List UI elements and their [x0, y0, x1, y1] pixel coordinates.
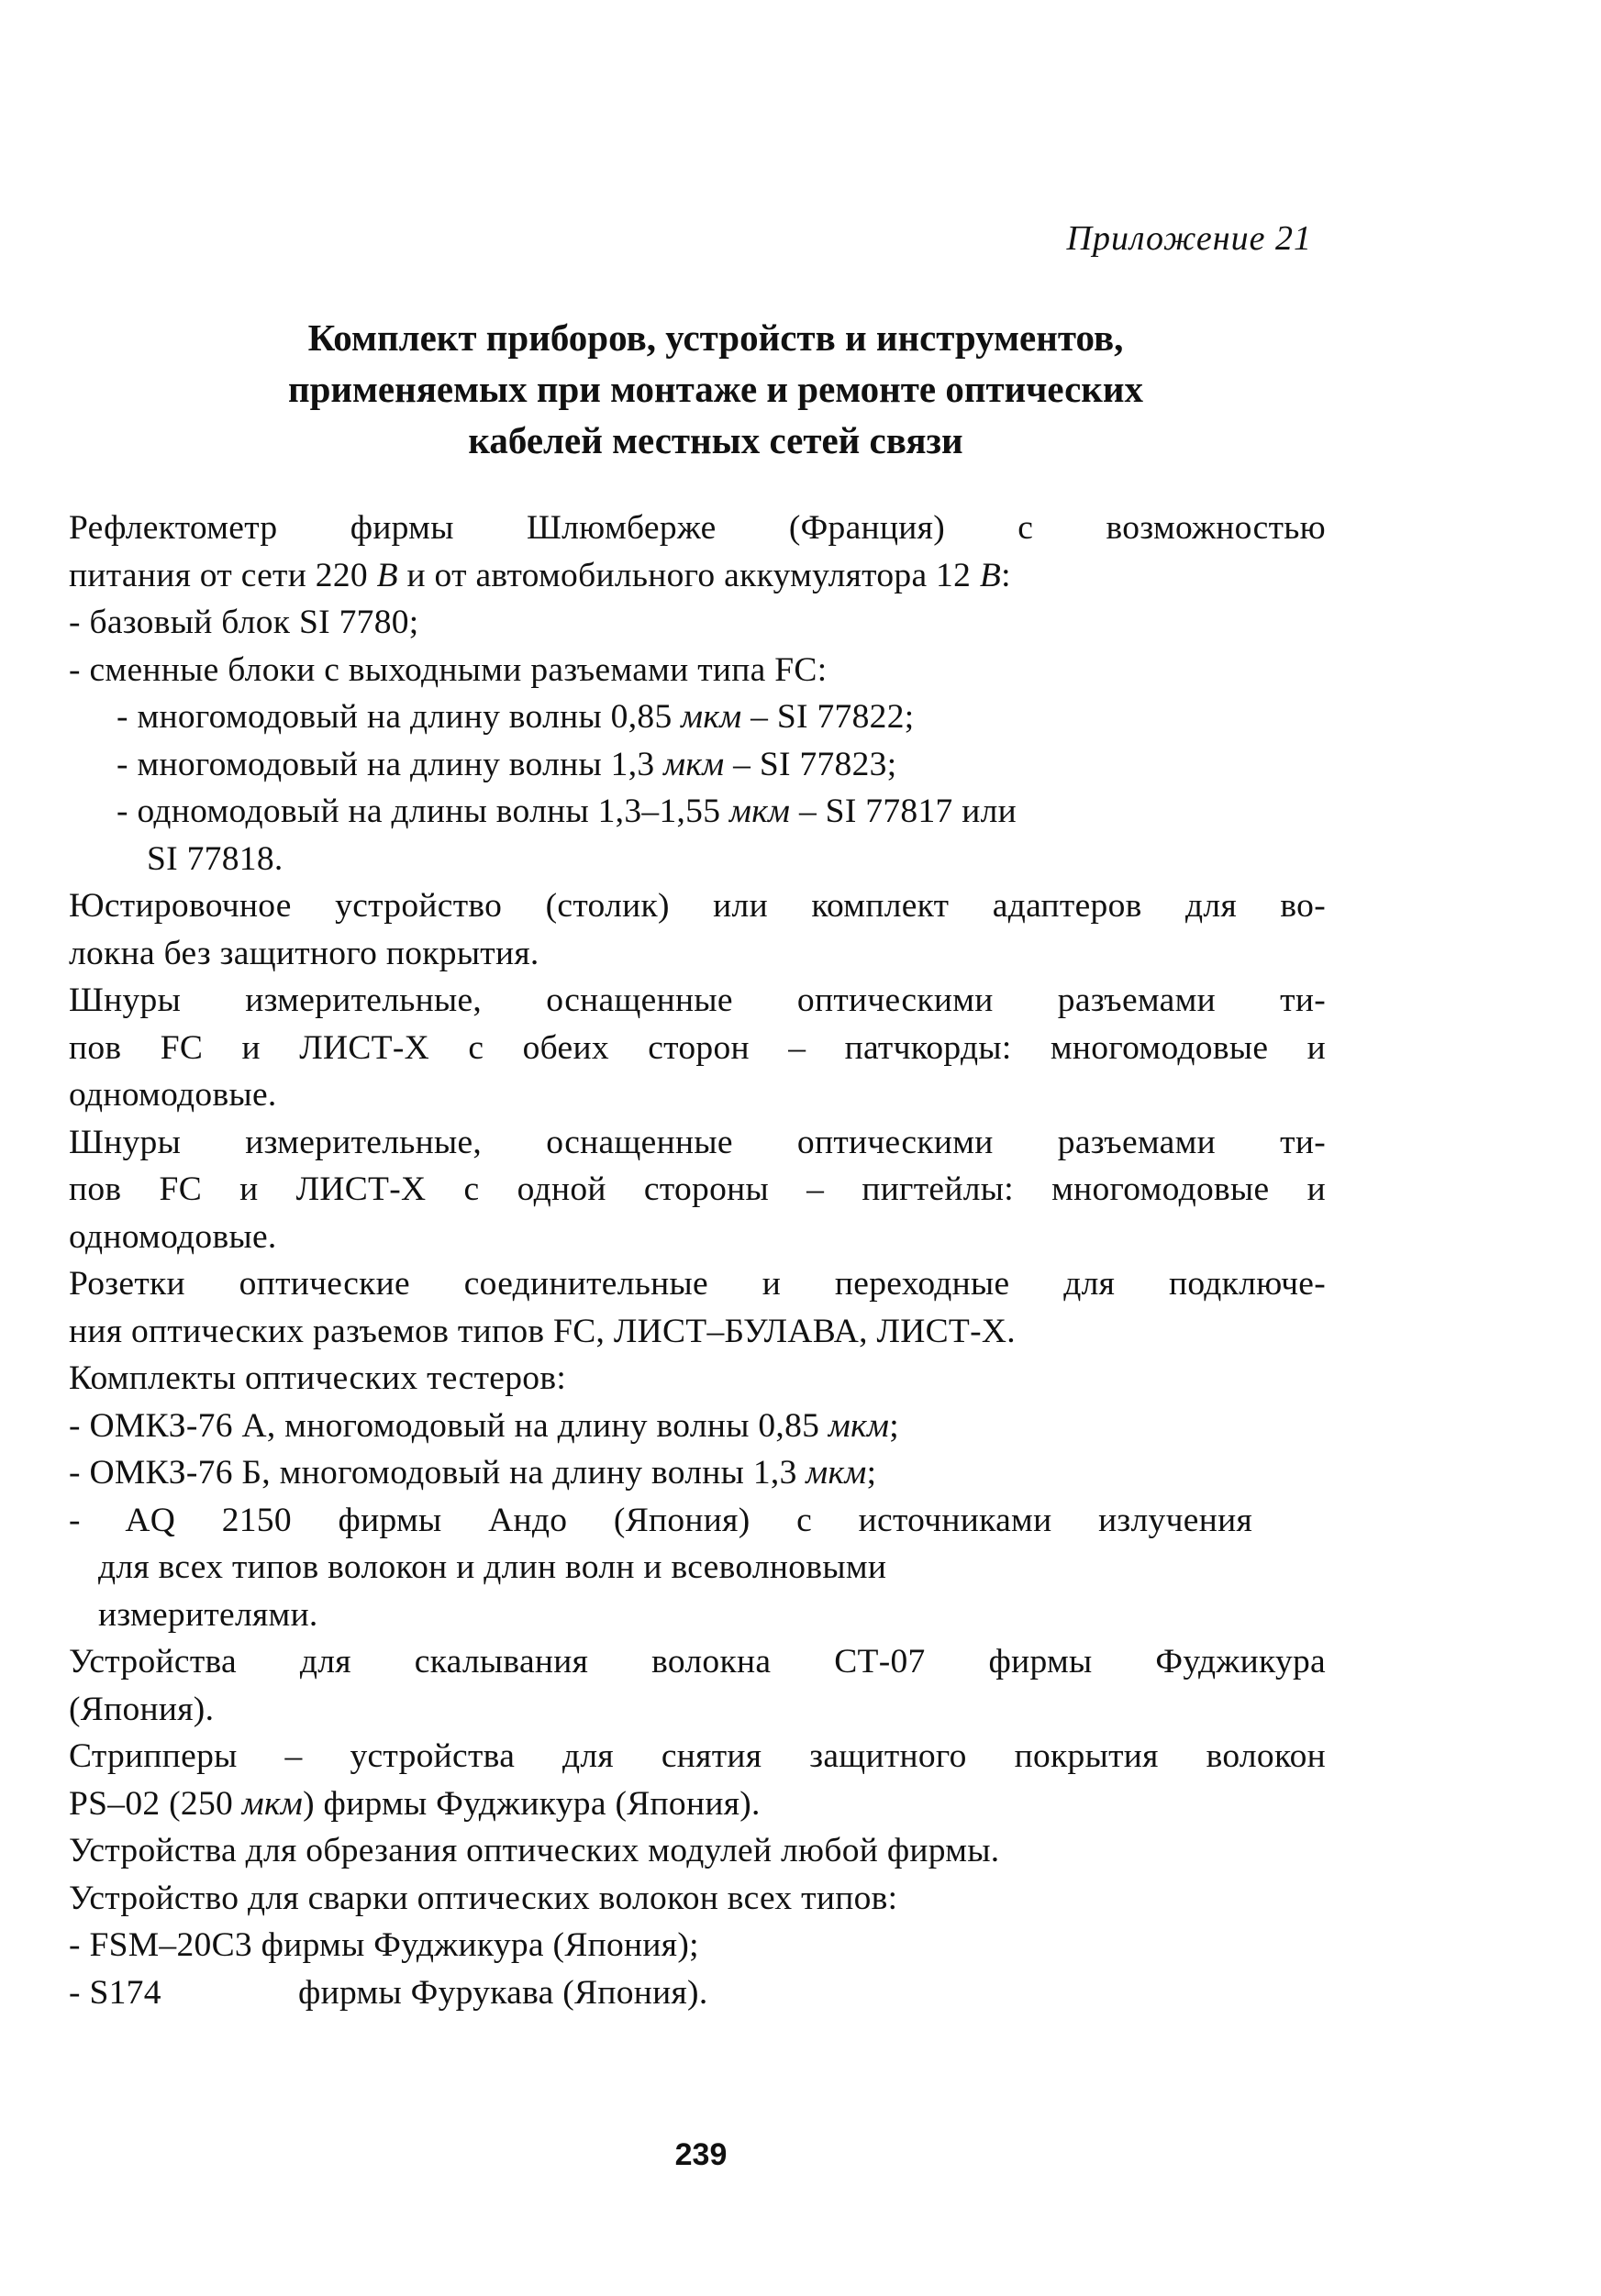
reflectometer-line-1: Рефлектометр фирмы Шлюмберже (Франция) с возможностью [69, 509, 1326, 547]
sublist-item-mm-085 [69, 693, 1326, 741]
adjust-line-2: локна без защитного покрытия. [69, 934, 539, 972]
sockets-line-1: Розетки оптические соединительные и переходные для подключе- [69, 1265, 1326, 1303]
list-item-replaceable-blocks: - сменные блоки с выходными разъемами типа FC: [69, 650, 828, 689]
text-fragment: – SI 77823; [724, 745, 897, 783]
document-title [138, 312, 1294, 466]
patchcords-line-3: одномодовые. [69, 1076, 277, 1114]
adjust-line-1: Юстировочное устройство (столик) или комплект адаптеров для во- [69, 887, 1326, 925]
text-fragment: - ОМКЗ-76 А, многомодовый на длину волны 0,85 [69, 1406, 828, 1445]
text-fragment: - многомодовый на длину волны 0,85 [117, 698, 682, 736]
testers-heading: Комплекты оптических тестеров: [69, 1359, 567, 1397]
strippers-line-1: Стрипперы – устройства для снятия защитного покрытия волокон [69, 1737, 1326, 1775]
list-item-omkz-76b [69, 1449, 1326, 1497]
sublist-item-mm-13 [69, 741, 1326, 789]
unit-micron: мкм [728, 793, 791, 830]
page-number: 239 [674, 2137, 728, 2172]
cleaver-line-1: Устройства для скалывания волокна СТ-07 фирмы Фуджикура [69, 1643, 1326, 1680]
list-item-aq2150-line-1: - AQ 2150 фирмы Андо (Япония) с источниками излучения [69, 1501, 1252, 1539]
title-line-3: кабелей местных сетей связи [468, 419, 963, 461]
cleaver-line-2: (Япония). [69, 1690, 215, 1728]
text-fragment: PS–02 (250 [69, 1784, 242, 1823]
patchcords-line-1: Шнуры измерительные, оснащенные оптическими разъемами ти- [69, 982, 1326, 1019]
splicing-heading: Устройство для сварки оптических волокон всех типов: [69, 1879, 898, 1917]
text-fragment: – SI 77822; [741, 698, 915, 736]
sublist-item-sm-continuation: SI 77818. [147, 839, 284, 878]
pigtails-line-3: одномодовые. [69, 1217, 277, 1256]
list-item-aq2150-line-2: для всех типов волокон и длин волн и всеволновыми [98, 1548, 887, 1586]
pigtails-line-1: Шнуры измерительные, оснащенные оптическими разъемами ти- [69, 1123, 1326, 1161]
text-fragment: ; [866, 1454, 877, 1492]
unit-micron: мкм [806, 1454, 867, 1492]
text-fragment: и от автомобильного аккумулятора 12 [397, 556, 980, 594]
list-item-base-block: - базовый блок SI 7780; [69, 604, 419, 641]
cutting-line-1: Устройства для обрезания оптических модулей любой фирмы. [69, 1832, 1000, 1869]
unit-volt: В [979, 556, 1002, 594]
list-item-aq2150-line-3: измерителями. [98, 1595, 318, 1634]
title-line-2: применяемых при монтаже и ремонте оптических [287, 368, 1144, 410]
unit-micron: мкм [828, 1406, 890, 1445]
unit-micron: мкм [681, 698, 742, 736]
patchcords-line-2: пов FC и ЛИСТ-X с обеих сторон – патчкорды: многомодовые и [69, 1028, 1326, 1067]
pigtails-line-2: пов FC и ЛИСТ-X с одной стороны – пигтейлы: многомодовые и [69, 1170, 1326, 1208]
text-fragment: - одномодовый на длины волны 1,3–1,55 [117, 793, 729, 830]
text-fragment: - ОМКЗ-76 Б, многомодовый на длину волны 1,3 [69, 1454, 806, 1492]
unit-volt: В [376, 556, 398, 594]
unit-micron: мкм [663, 745, 725, 783]
s174-rest: фирмы Фурукава (Япония). [298, 1973, 708, 2012]
text-fragment: питания от сети 220 [69, 556, 377, 594]
strippers-line-2 [69, 1780, 1326, 1828]
list-item-s174 [69, 1969, 1326, 2017]
text-fragment: ; [889, 1406, 899, 1445]
text-fragment: : [1001, 556, 1011, 594]
text-fragment: ) фирмы Фуджикура (Япония). [303, 1784, 761, 1823]
reflectometer-line-2 [69, 552, 1326, 600]
sublist-item-sm [69, 788, 1326, 836]
document-body [69, 505, 1326, 2016]
unit-micron: мкм [241, 1784, 304, 1823]
text-fragment: - многомодовый на длину волны 1,3 [117, 745, 664, 783]
list-item-omkz-76a [69, 1403, 1326, 1450]
appendix-label: Приложение 21 [1066, 219, 1312, 258]
s174-model: - S174 [69, 1973, 161, 2012]
list-item-fsm-20c3: - FSM–20C3 фирмы Фуджикура (Япония); [69, 1926, 699, 1964]
title-line-1: Комплект приборов, устройств и инструментов, [307, 316, 1124, 359]
sockets-line-2: ния оптических разъемов типов FC, ЛИСТ–БУЛАВА, ЛИСТ-X. [69, 1312, 1016, 1350]
text-fragment: – SI 77817 или [790, 793, 1017, 830]
